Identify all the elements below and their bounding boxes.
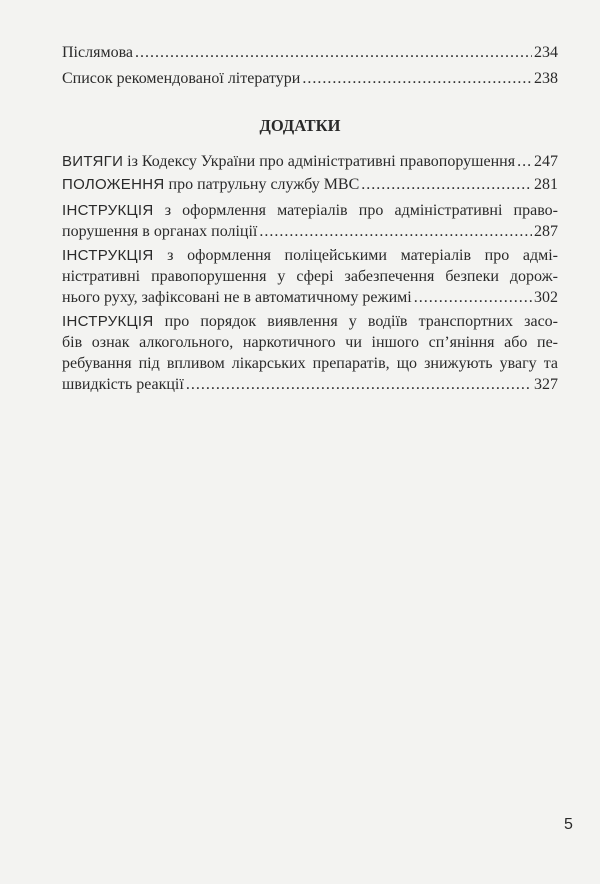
toc-entry: [62, 245, 558, 308]
toc-entry-keyword: ВИТЯГИ: [62, 153, 124, 170]
page-number: 5: [564, 816, 573, 833]
toc-entry-title: Післямова: [62, 44, 134, 61]
toc-entry-page: 247: [534, 153, 558, 170]
toc-entry-page: 281: [534, 176, 558, 193]
toc-entry-title: про патрульну службу МВС: [164, 176, 360, 193]
toc-entry-line: [62, 374, 558, 395]
toc-entry-line: ністративні правопорушення у сфері забезпечення безпеки дорож-: [62, 268, 558, 285]
toc-entry-page: 234: [534, 44, 558, 61]
toc-entry-title: швидкість реакції: [62, 376, 184, 393]
toc-entry-page: 327: [534, 376, 558, 393]
toc-entry-page: 302: [534, 289, 558, 306]
toc-entry-page: 238: [534, 70, 558, 87]
toc-entry-line: ребування під впливом лікарських препаратів, що знижують увагу та: [62, 355, 558, 372]
toc-entry-line: [62, 311, 558, 332]
toc-entry-page: 287: [534, 223, 558, 240]
toc-entry: [62, 151, 558, 172]
toc-entry: [62, 42, 558, 63]
toc-entry-keyword: ПОЛОЖЕННЯ: [62, 176, 165, 193]
toc-entry: [62, 68, 558, 89]
toc-entry-title: з оформлення поліцейськими матеріалів про адмі-: [153, 247, 558, 264]
toc-entry: [62, 174, 558, 195]
toc-entry: [62, 200, 558, 242]
toc-entry-title: порушення в органах поліції: [62, 223, 258, 240]
toc-entry-title: із Кодексу України про адміністративні правопорушення: [123, 153, 516, 170]
toc-entry-line: [62, 200, 558, 221]
toc-appendices: [62, 151, 558, 395]
toc-entry-keyword: ІНСТРУКЦІЯ: [62, 313, 154, 330]
toc-entry-line: [62, 287, 558, 308]
toc-entry-title: нього руху, зафіксовані не в автоматичному режимі: [62, 289, 412, 306]
toc-entry-keyword: ІНСТРУКЦІЯ: [62, 247, 154, 264]
toc-entry-keyword: ІНСТРУКЦІЯ: [62, 202, 154, 219]
toc-entry-line: бів ознак алкогольного, наркотичного чи іншого сп’яніння або пе-: [62, 334, 558, 351]
toc-front-matter: [62, 42, 558, 89]
toc-entry: [62, 311, 558, 395]
section-heading: ДОДАТКИ: [259, 116, 341, 135]
toc-entry-title: з оформлення матеріалів про адміністративні право-: [153, 202, 558, 219]
toc-entry-title: Список рекомендованої літератури: [62, 70, 301, 87]
toc-entry-line: [62, 245, 558, 266]
toc-entry-line: [62, 221, 558, 242]
toc-entry-title: про порядок виявлення у водіїв транспортних засо-: [153, 313, 558, 330]
